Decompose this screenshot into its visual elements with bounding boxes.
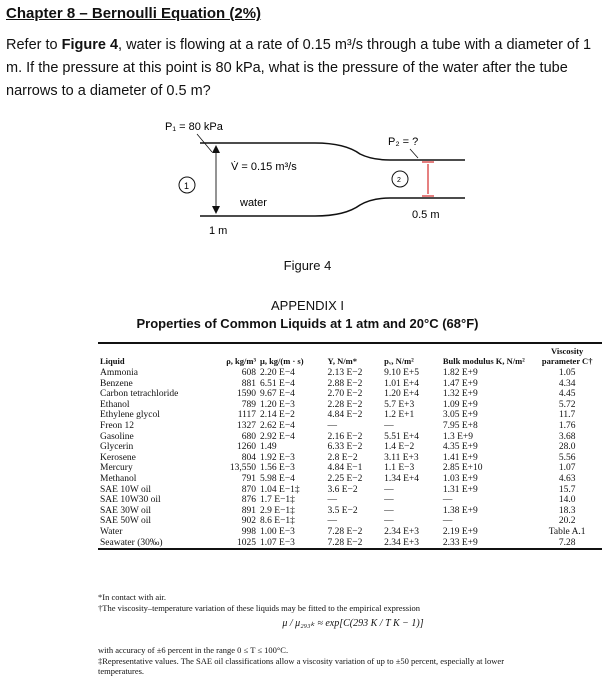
table-cell: 1.07 E−3 [260, 537, 295, 548]
liquid-name-cell: Glycerin [100, 442, 134, 453]
table-cell: 1.34 E+4 [384, 473, 420, 484]
table-cell: 2.28 E−2 [327, 399, 363, 410]
properties-table [98, 342, 602, 550]
table-title: Properties of Common Liquids at 1 atm and 20°C (68°F) [136, 316, 479, 331]
table-cell: — [384, 516, 394, 527]
table-row [98, 442, 602, 453]
figure-caption: Figure 4 [283, 258, 332, 273]
table-cell: 2.88 E−2 [327, 378, 363, 389]
table-cell: 2.13 E−2 [327, 368, 363, 378]
table-cell: 1.20 E−3 [260, 399, 295, 410]
p2-pointer [410, 149, 418, 158]
d2-label: 0.5 m [412, 209, 440, 221]
header-liquid: Liquid [100, 356, 125, 366]
problem-statement [6, 34, 615, 103]
table-cell: 1.76 [558, 420, 576, 431]
footnote-3: with accuracy of ±6 percent in the range 0 ≤ T ≤ 100°C. [98, 645, 289, 655]
table-row [98, 432, 602, 443]
table-row [98, 516, 602, 527]
header-viscosity: μ, kg/(m · s) [260, 356, 304, 366]
table-cell: 1.7 E−1‡ [260, 495, 295, 506]
table-cell: 1.32 E+9 [442, 389, 478, 400]
fluid-label: water [240, 197, 267, 209]
header-viscosity-parameter: Viscosity parameter C† [541, 346, 593, 366]
table-cell: 1.05 [558, 368, 576, 378]
table-cell: 1.2 E+1 [384, 410, 415, 421]
table-header-row [98, 344, 602, 368]
liquid-name-cell: Water [100, 526, 123, 537]
table-footnotes [98, 592, 608, 677]
table-cell: 1.92 E−3 [260, 452, 295, 463]
pipe-diagram [0, 110, 615, 250]
table-cell: 2.92 E−4 [260, 431, 295, 442]
table-cell: 2.33 E+9 [442, 537, 478, 548]
table-cell: 20.2 [558, 516, 576, 527]
arrowhead-up-1 [212, 145, 220, 153]
d1-label: 1 m [209, 225, 228, 237]
table-cell: 870 [241, 484, 257, 495]
appendix-heading: APPENDIX I [271, 298, 344, 313]
table-cell: 1.01 E+4 [384, 378, 420, 389]
flow-rate-label: V̇ = 0.15 m³/s [231, 161, 297, 173]
empirical-formula: μ / μ₂₉₃ₖ ≈ exp[C(293 K / T K − 1)] [282, 618, 424, 629]
table-row [98, 474, 602, 485]
table-cell: 1.4 E−2 [384, 442, 415, 453]
table-cell: 2.8 E−2 [327, 452, 358, 463]
table-cell: 680 [241, 431, 257, 442]
table-row [98, 506, 602, 517]
table-cell: 2.70 E−2 [327, 389, 363, 400]
table-cell: 8.6 E−1‡ [260, 516, 295, 527]
table-body [98, 368, 602, 548]
table-cell: 9.10 E+5 [384, 368, 420, 378]
table-cell: — [384, 420, 394, 431]
table-cell: 891 [241, 505, 257, 516]
table-cell: — [327, 420, 337, 431]
table-cell: 804 [241, 452, 257, 463]
table-row [98, 368, 602, 379]
table-cell: — [384, 484, 394, 495]
liquid-name-cell: SAE 50W oil [100, 516, 152, 527]
table-cell: 1.56 E−3 [260, 463, 295, 474]
footnote-2: †The viscosity–temperature variation of these liquids may be fitted to the empirical expression [98, 602, 420, 613]
liquid-name-cell: Carbon tetrachloride [100, 389, 179, 400]
table-cell: 1.20 E+4 [384, 389, 420, 400]
table-cell: 28.0 [558, 442, 576, 453]
table-cell: — [442, 516, 453, 527]
table-cell: 1.07 [558, 463, 576, 474]
table-cell: 4.84 E−1 [327, 463, 363, 474]
table-cell: 7.28 [558, 537, 576, 548]
table-cell: 791 [241, 473, 257, 484]
figure-reference: Figure 4 [61, 37, 119, 53]
table-cell: 2.62 E−4 [260, 420, 295, 431]
table-cell: 5.7 E+3 [384, 399, 415, 410]
liquid-name-cell: SAE 10W oil [100, 484, 152, 495]
table-cell: 6.33 E−2 [327, 442, 363, 453]
table-cell: 3.68 [558, 431, 576, 442]
table-cell: 7.28 E−2 [327, 537, 363, 548]
table-cell: 15.7 [558, 484, 576, 495]
table-row [98, 463, 602, 474]
table-cell: — [384, 495, 394, 506]
table-cell: 1117 [237, 410, 257, 421]
table-cell: 1.3 E+9 [442, 431, 474, 442]
point-1-label: 1 [184, 181, 190, 191]
p2-label: P₂ = ? [388, 136, 419, 148]
table-cell: 902 [241, 516, 257, 527]
table-cell: 13,550 [229, 463, 257, 474]
table-cell: 1.00 E−3 [260, 526, 295, 537]
liquid-name-cell: Mercury [100, 463, 133, 474]
chapter-title: Chapter 8 – Bernoulli Equation (2%) [6, 5, 262, 22]
header-vapor-pressure: pᵥ, N/m² [384, 356, 414, 366]
table-cell: 1.49 [260, 442, 277, 453]
table-cell: 7.28 E−2 [327, 526, 363, 537]
footnote-4: ‡Representative values. The SAE oil classifications allow a viscosity variation of up to ±50 percent, especially at lower [98, 655, 505, 666]
table-cell: 4.45 [558, 389, 576, 400]
table-cell: 14.0 [558, 495, 576, 506]
point-2-label: 2 [397, 177, 401, 184]
table-cell: — [327, 495, 337, 506]
table-cell: 4.84 E−2 [327, 410, 363, 421]
footnote-1: *In contact with air. [98, 592, 166, 602]
table-cell: 18.3 [558, 505, 576, 516]
table-cell: 2.34 E+3 [384, 526, 420, 537]
table-cell: 2.20 E−4 [260, 368, 295, 378]
problem-line-3: narrows to a diameter of 0.5 m? [6, 83, 211, 99]
liquid-name-cell: SAE 10W30 oil [100, 495, 161, 506]
table-cell: 1.03 E+9 [442, 473, 478, 484]
table-cell: — [327, 516, 337, 527]
table-cell: 2.16 E−2 [327, 431, 363, 442]
problem-line-2: m. If the pressure at this point is 80 kPa, what is the pressure of the water after the tube [6, 60, 568, 76]
table-cell: 2.34 E+3 [384, 537, 420, 548]
table-cell: 2.25 E−2 [327, 473, 363, 484]
table-cell: 1.41 E+9 [442, 452, 478, 463]
table-row [98, 495, 602, 506]
liquid-name-cell: Ethanol [100, 399, 130, 410]
table-bottom-rule [98, 548, 602, 550]
liquid-name-cell: Ethylene glycol [100, 410, 160, 421]
table-cell: 2.14 E−2 [260, 410, 295, 421]
table-cell: 4.35 E+9 [442, 442, 478, 453]
liquid-name-cell: Gasoline [100, 431, 134, 442]
footnote-5: temperatures. [98, 666, 145, 676]
table-cell: 1260 [237, 442, 257, 453]
table-cell: 11.7 [559, 410, 576, 421]
table-cell: 1.1 E−3 [384, 463, 415, 474]
table-cell: 1.38 E+9 [442, 505, 478, 516]
liquid-name-cell: SAE 30W oil [100, 505, 152, 516]
table-row [98, 421, 602, 432]
table-cell: 3.5 E−2 [327, 505, 358, 516]
table-cell: 5.56 [558, 452, 576, 463]
table-cell: 789 [241, 399, 257, 410]
table-cell: 1590 [237, 389, 257, 400]
liquid-name-cell: Benzene [100, 378, 133, 389]
problem-line-1: Refer to Figure 4, water is flowing at a rate of 0.15 m³/s through a tube with a diameter of 1 [6, 37, 592, 53]
table-cell: 608 [241, 368, 257, 378]
table-cell: 4.63 [558, 473, 576, 484]
table-cell: 2.9 E−1‡ [260, 505, 295, 516]
table-row [98, 538, 602, 549]
table-cell: 6.51 E−4 [260, 378, 295, 389]
table-cell: Table A.1 [548, 526, 586, 537]
table-cell: 1327 [237, 420, 257, 431]
table-cell: 5.98 E−4 [260, 473, 295, 484]
table-row [98, 400, 602, 411]
table-cell: 881 [241, 378, 257, 389]
table-cell: 3.6 E−2 [327, 484, 358, 495]
liquid-name-cell: Seawater (30‰) [100, 537, 163, 548]
liquid-name-cell: Kerosene [100, 452, 136, 463]
table-cell: 5.72 [558, 399, 576, 410]
table-cell: 1025 [237, 537, 257, 548]
table-row [98, 527, 602, 538]
table-cell: 3.11 E+3 [384, 452, 419, 463]
header-bulk-modulus: Bulk modulus K, N/m² [442, 356, 525, 366]
table-cell: 876 [241, 495, 257, 506]
table-row [98, 453, 602, 464]
table-cell: 5.51 E+4 [384, 431, 420, 442]
table-row [98, 389, 602, 400]
header-surface-tension: Y, N/m* [327, 356, 357, 366]
table-cell: 3.05 E+9 [442, 410, 478, 421]
header-density: ρ, kg/m³ [226, 356, 257, 366]
table-cell: 1.47 E+9 [442, 378, 478, 389]
table-cell: — [384, 505, 394, 516]
table-cell: 2.85 E+10 [442, 463, 483, 474]
table-row [98, 379, 602, 390]
table-cell: 2.19 E+9 [442, 526, 478, 537]
table-cell: — [442, 495, 453, 506]
table-cell: 4.34 [558, 378, 576, 389]
table-cell: 998 [241, 526, 257, 537]
p1-label: P₁ = 80 kPa [165, 121, 223, 133]
table-cell: 1.82 E+9 [442, 368, 478, 378]
arrowhead-down-1 [212, 206, 220, 214]
table-cell: 9.67 E−4 [260, 389, 295, 400]
table-row [98, 485, 602, 496]
table-cell: 1.04 E−1‡ [260, 484, 300, 495]
table-cell: 7.95 E+8 [442, 420, 478, 431]
table-row [98, 410, 602, 421]
liquid-name-cell: Freon 12 [100, 420, 135, 431]
liquid-name-cell: Methanol [100, 473, 137, 484]
table-cell: 1.09 E+9 [442, 399, 478, 410]
pipe-upper-wall [200, 143, 465, 160]
liquid-name-cell: Ammonia [100, 368, 138, 378]
table-cell: 1.31 E+9 [442, 484, 478, 495]
